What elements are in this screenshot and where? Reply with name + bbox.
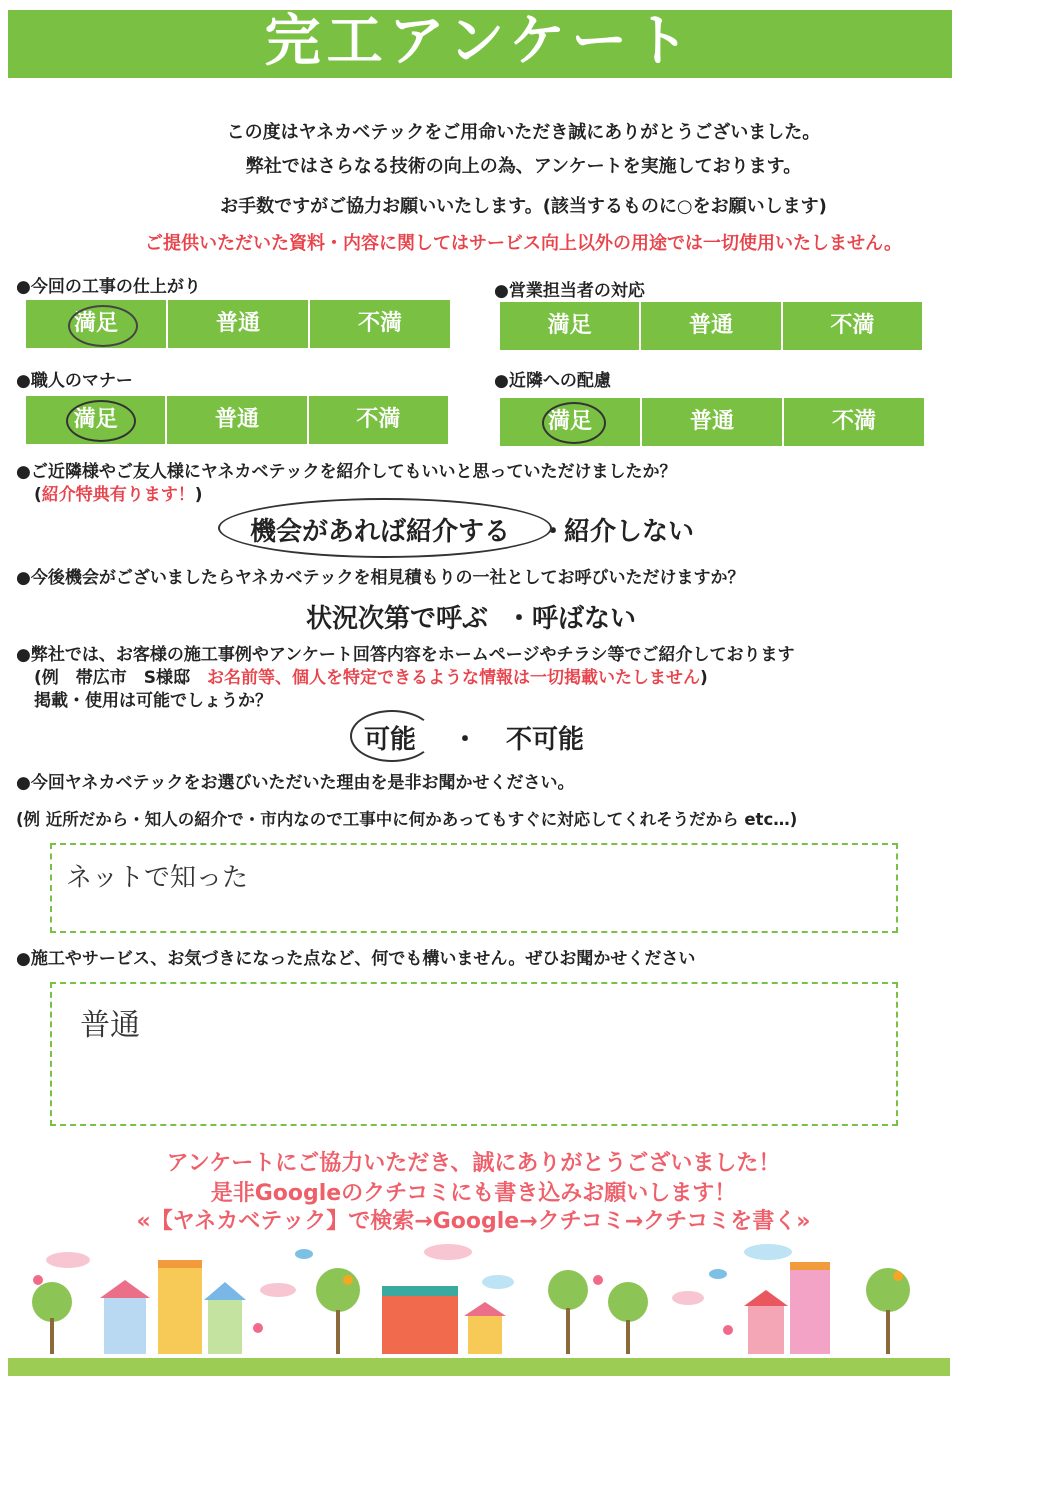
ground-strip bbox=[8, 1358, 950, 1376]
intro-line-2: 弊社ではさらなる技術の向上の為、アンケートを実施しております。 bbox=[245, 156, 802, 177]
choice-refer-yes[interactable]: 機会があれば紹介する bbox=[250, 517, 511, 547]
intro-line-1: この度はヤネカベテックをご用命いただき誠にありがとうございました。 bbox=[226, 122, 821, 143]
reason-answer-box[interactable] bbox=[50, 843, 898, 933]
option-normal[interactable]: 普通 bbox=[168, 300, 310, 348]
question-sales: ●営業担当者の対応 bbox=[494, 281, 645, 301]
publish-example-text: (例 帯広市 S様邸 bbox=[34, 668, 191, 688]
intro-line-3: お手数ですがご協力お願いいたします。(該当するものに○をお願いします) bbox=[220, 196, 827, 217]
bird-icon bbox=[295, 1249, 727, 1279]
option-unsatisfied[interactable]: 不満 bbox=[783, 302, 922, 350]
choice-estimate-no[interactable]: 呼ばない bbox=[532, 604, 637, 634]
hand-circle-referral bbox=[218, 498, 552, 558]
page-title: 完工アンケート bbox=[8, 10, 952, 78]
option-satisfied[interactable]: 満足 bbox=[500, 302, 641, 350]
comments-answer-box[interactable] bbox=[50, 982, 898, 1126]
option-satisfied[interactable]: 満足 bbox=[500, 398, 642, 446]
publish-privacy-note: お名前等、個人を特定できるような情報は一切掲載いたしません bbox=[207, 668, 701, 688]
thanks-line-2: 是非Googleのクチコミにも書き込みお願いします！ bbox=[210, 1181, 737, 1206]
thanks-line-1: アンケートにご協力いただき、誠にありがとうございました！ bbox=[166, 1151, 781, 1176]
reason-example: (例 近所だから・知人の紹介で・市内なので工事中に何かあってもすぐに対応してくれそうだから etc…) bbox=[16, 810, 798, 829]
rating-sales bbox=[500, 302, 922, 350]
choice-estimate-yes[interactable]: 状況次第で呼ぶ bbox=[306, 604, 489, 634]
reason-answer: ネットで知った bbox=[66, 863, 249, 893]
hand-circle-manners bbox=[66, 400, 136, 442]
publish-example-close: ) bbox=[700, 668, 708, 688]
comments-answer: 普通 bbox=[80, 1008, 140, 1043]
question-finish: ●今回の工事の仕上がり bbox=[16, 277, 201, 297]
hand-circle-publish bbox=[350, 710, 434, 762]
question-estimate: ●今後機会がございましたらヤネカベテックを相見積もりの一社としてお呼びいただけますか？ bbox=[16, 568, 745, 588]
question-manners: ●職人のマナー bbox=[16, 371, 133, 391]
question-reason: ●今回ヤネカベテックをお選びいただいた理由を是非お聞かせください。 bbox=[16, 773, 575, 793]
question-neighbors: ●近隣への配慮 bbox=[494, 371, 611, 391]
option-unsatisfied[interactable]: 不満 bbox=[310, 300, 450, 348]
option-satisfied[interactable]: 満足 bbox=[26, 396, 167, 444]
thanks-line-3: «【ヤネカベテック】で検索→Google→クチコミ→クチコミを書く» bbox=[136, 1209, 811, 1234]
question-publish-2: 掲載・使用は可能でしょうか？ bbox=[34, 691, 272, 711]
referral-bonus: 紹介特典有ります！ bbox=[41, 485, 195, 505]
option-satisfied[interactable]: 満足 bbox=[26, 300, 168, 348]
choice-refer-no[interactable]: 紹介しない bbox=[564, 517, 695, 547]
hand-circle-neighbors bbox=[542, 402, 606, 444]
referral-note-open: ( bbox=[34, 485, 42, 505]
option-normal[interactable]: 普通 bbox=[642, 398, 784, 446]
hand-circle-finish bbox=[68, 305, 138, 347]
town-illustration bbox=[8, 1240, 950, 1376]
option-normal[interactable]: 普通 bbox=[641, 302, 782, 350]
choice-separator: ・ bbox=[540, 517, 567, 547]
publish-example bbox=[34, 663, 708, 688]
question-referral: ●ご近隣様やご友人様にヤネカベテックを紹介してもいいと思っていただけましたか？ bbox=[16, 462, 677, 482]
choice-publish-yes[interactable]: 可能 bbox=[364, 725, 417, 755]
referral-note-close: ) bbox=[194, 485, 203, 505]
choice-separator: ・ bbox=[506, 604, 533, 634]
privacy-note: ご提供いただいた資料・内容に関してはサービス向上以外の用途では一切使用いたしません。 bbox=[144, 233, 903, 254]
choice-separator: ・ bbox=[452, 725, 479, 755]
option-unsatisfied[interactable]: 不満 bbox=[309, 396, 448, 444]
question-comments: ●施工やサービス、お気づきになった点など、何でも構いません。ぜひお聞かせください bbox=[16, 949, 696, 969]
choice-publish-no[interactable]: 不可能 bbox=[506, 725, 585, 755]
referral-note bbox=[34, 480, 203, 505]
option-unsatisfied[interactable]: 不満 bbox=[784, 398, 924, 446]
question-publish: ●弊社では、お客様の施工事例やアンケート回答内容をホームページやチラシ等でご紹介しております bbox=[16, 645, 795, 665]
option-normal[interactable]: 普通 bbox=[167, 396, 308, 444]
